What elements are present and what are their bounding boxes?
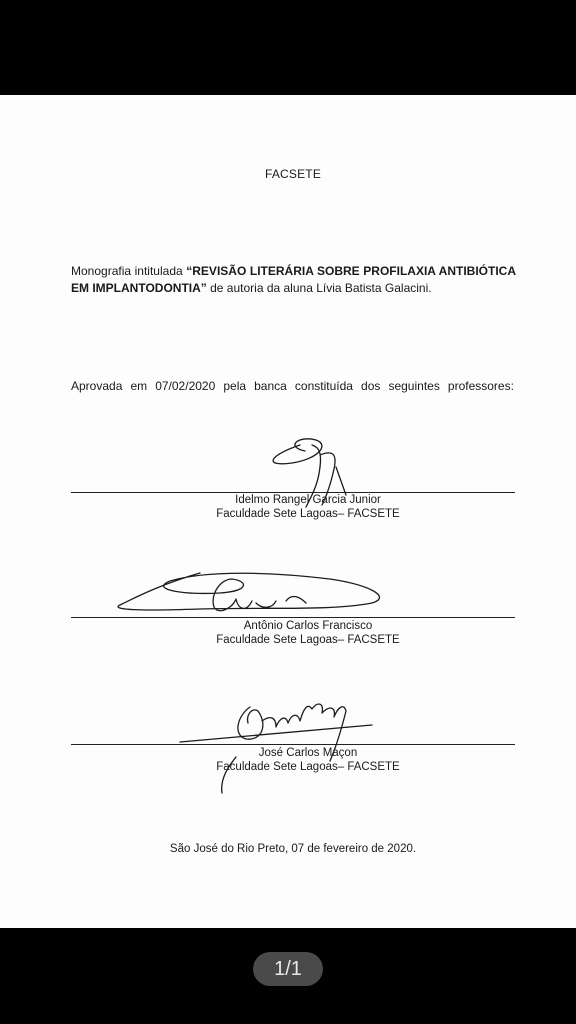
- committee-member: [0, 493, 576, 521]
- approval-word: banca: [254, 379, 287, 393]
- approval-statement: [71, 379, 514, 393]
- member-name: José Carlos Maçon: [258, 747, 358, 759]
- monograph-title: “REVISÃO LITERÁRIA SOBRE PROFILAXIA ANTIBIÓTICA EM IMPLANTODONTIA”: [71, 264, 516, 295]
- committee-member: [0, 619, 576, 647]
- document-page[interactable]: [0, 95, 576, 928]
- committee-member: [0, 746, 576, 774]
- page-indicator[interactable]: 1/1: [253, 952, 323, 986]
- monograph-suffix: de autoria da aluna Lívia Batista Galacini.: [206, 281, 432, 295]
- signature-2: [118, 573, 379, 611]
- signature-line: [71, 617, 515, 618]
- member-institution: Faculdade Sete Lagoas– FACSETE: [216, 508, 400, 520]
- member-institution: Faculdade Sete Lagoas– FACSETE: [216, 761, 400, 773]
- monograph-prefix: Monografia intitulada: [71, 264, 187, 278]
- approval-word: Aprovada: [71, 379, 123, 393]
- approval-word: pela: [223, 379, 247, 393]
- member-name: Antônio Carlos Francisco: [243, 620, 373, 632]
- signature-line: [71, 744, 515, 745]
- closing-place-date: São José do Rio Preto, 07 de fevereiro de 2020.: [169, 843, 417, 855]
- member-institution: Faculdade Sete Lagoas– FACSETE: [216, 634, 400, 646]
- approval-word: seguintes: [388, 379, 440, 393]
- approval-word: professores:: [447, 379, 514, 393]
- approval-date: 07/02/2020: [155, 379, 216, 393]
- member-name: Idelmo Rangel Garcia Junior: [235, 494, 381, 506]
- approval-word: dos: [361, 379, 381, 393]
- approval-word: constituída: [294, 379, 353, 393]
- institution-header: FACSETE: [264, 167, 322, 181]
- approval-word: em: [130, 379, 148, 393]
- monograph-statement: [71, 263, 516, 297]
